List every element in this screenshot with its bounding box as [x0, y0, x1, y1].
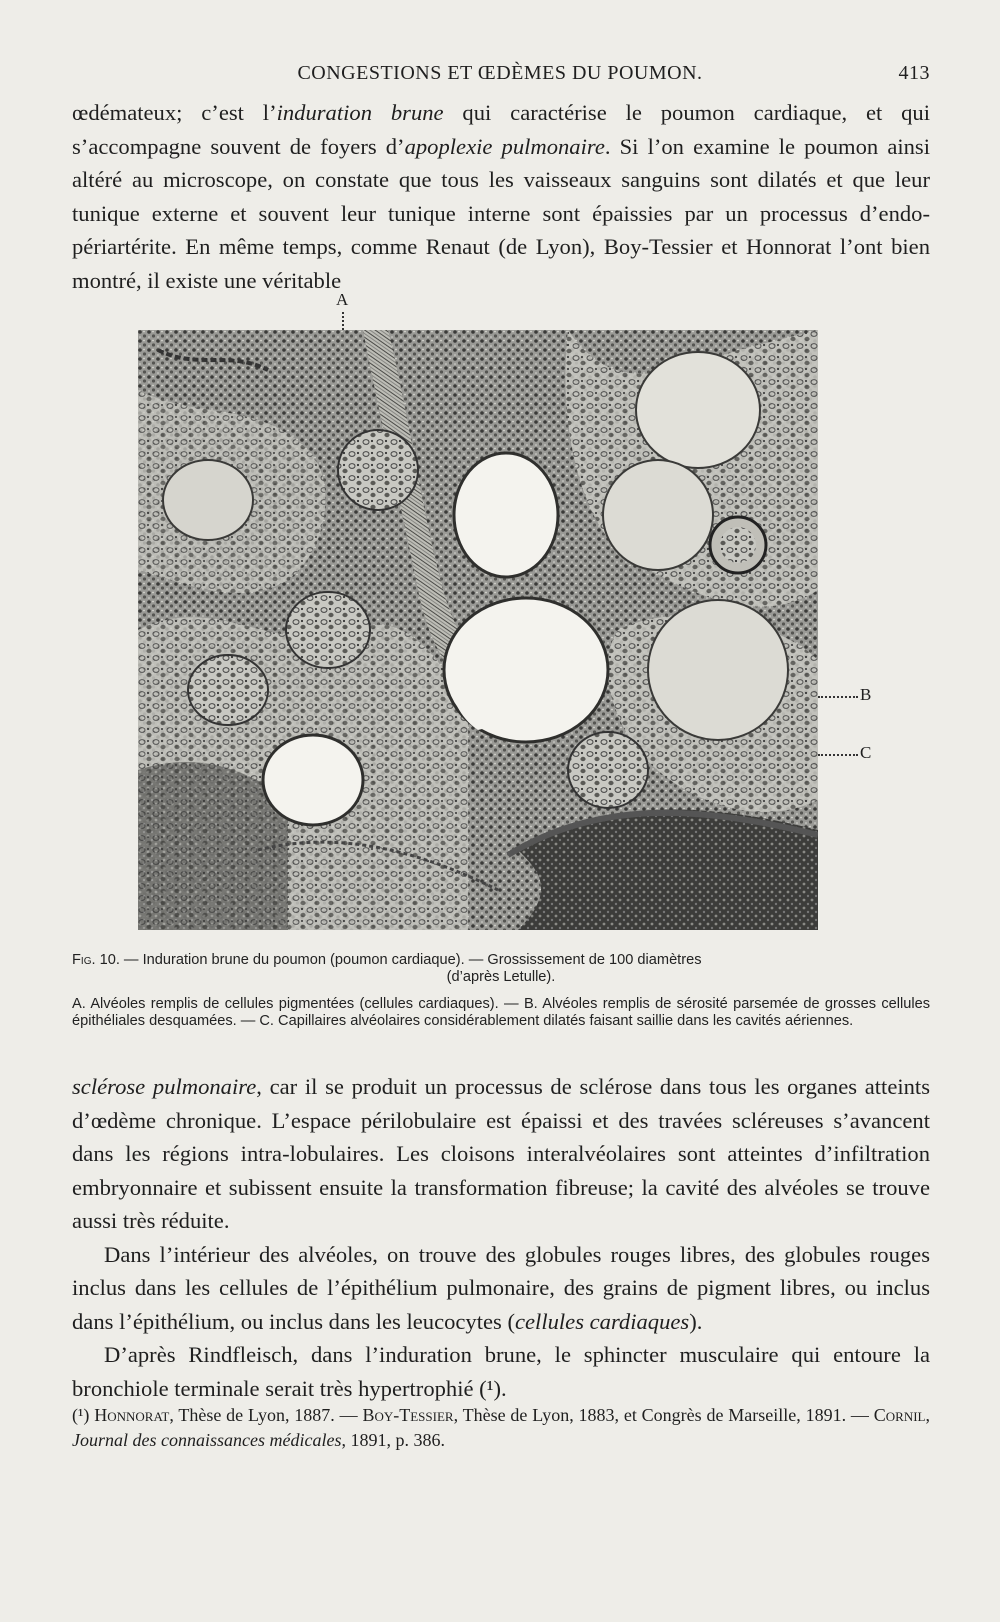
journal-title: Journal des connaissances médicales — [72, 1430, 342, 1450]
paragraph — [72, 96, 930, 297]
paragraph — [72, 1338, 930, 1405]
text-run: , car il se produit un processus de sclérose dans tous les organes atteints d’œdème chronique. L’espace périlobulaire est épaissi et des travées scléreuses s’avancent dans les régions intra-lobulaires. Les cloisons interalvéolaires sont atteintes d’infiltration embryonnaire et subissent ensuite la transformation fibreuse; la cavité des alvéoles se trouve aussi très réduite. — [72, 1074, 930, 1233]
text-run: qui caractérise le poumon cardiaque, et qui s’accompagne souvent de foyers d’ — [72, 100, 931, 159]
page-number: 413 — [898, 62, 930, 84]
figure-legend: A. Alvéoles remplis de cellules pigmentées (cellules cardiaques). — B. Alvéoles remplis de sérosité parsemée de grosses cellules épithéliales desquamées. — C. Capillaires alvéolaires considérablement dilatés faisant saillie dans les cavités aériennes. — [72, 996, 930, 1029]
italic-term: sclérose pulmonaire — [72, 1074, 257, 1099]
leader-line-b — [818, 696, 858, 698]
leader-line-c — [818, 754, 858, 756]
footnote-author: Cornil — [873, 1405, 926, 1425]
footnote-ref[interactable]: ¹ — [486, 1375, 494, 1401]
text-run: Dans l’intérieur des alvéoles, on trouve des globules rouges libres, des globules rouges inclus dans les cellules de l’épithélium pulmonaire, des grains de pigment libres, ou inclus dans l’épithélium, ou inclus dans les leucocytes ( — [72, 1241, 930, 1334]
italic-term: induration brune — [276, 100, 444, 125]
figure-label-b: B — [860, 685, 872, 704]
body-text-top — [72, 96, 930, 297]
figure-number: Fig. 10. — [72, 952, 120, 968]
caption-text: — Induration brune du poumon (poumon cardiaque). — Grossissement de 100 diamètres — [119, 952, 702, 968]
running-title: CONGESTIONS ET ŒDÈMES DU POUMON. — [297, 62, 703, 84]
footnote — [72, 1403, 930, 1453]
text-run: œdémateux; c’est l’ — [72, 100, 277, 125]
text-run: ). — [493, 1375, 507, 1401]
figure — [118, 290, 878, 950]
text-run: ). — [689, 1308, 703, 1334]
text-run: , Thèse de Lyon, 1887. — — [169, 1405, 363, 1425]
body-text-bottom — [72, 1070, 930, 1405]
figure-label-c: C — [860, 743, 872, 762]
text-run: D’après Rindfleisch, dans l’induration brune, le sphincter musculaire qui entoure la bronchiole terminale serait très hypertrophié ( — [72, 1342, 930, 1401]
paragraph — [72, 1238, 930, 1339]
footnote-author: Boy-Tessier — [362, 1405, 454, 1425]
text-run: . Si l’on examine le poumon ainsi altéré au microscope, on constate que tous les vaisseaux sanguins sont dilatés et que leur tunique externe et souvent leur tunique interne sont épaissies par un processus d’endo-périartérite. En même temps, comme Renaut (de Lyon), Boy-Tessier et Honnorat l’ont bien montré, il existe une véritable — [72, 133, 930, 293]
text-run: , — [925, 1405, 930, 1425]
lung-micrograph-illustration — [138, 330, 818, 930]
figure-credit: (d’après Letulle). — [446, 969, 556, 985]
figure-label-a: A — [336, 290, 349, 309]
italic-term: cellules cardiaques — [514, 1308, 690, 1334]
paragraph — [72, 1070, 930, 1238]
footnote-author: Honnorat — [94, 1405, 170, 1425]
text-run: , Thèse de Lyon, 1883, et Congrès de Marseille, 1891. — — [453, 1405, 874, 1425]
footnote-marker: (¹) — [72, 1405, 95, 1425]
italic-term: apoplexie pulmonaire — [404, 133, 605, 159]
figure-caption — [72, 952, 930, 969]
text-run: , 1891, p. 386. — [341, 1430, 445, 1450]
